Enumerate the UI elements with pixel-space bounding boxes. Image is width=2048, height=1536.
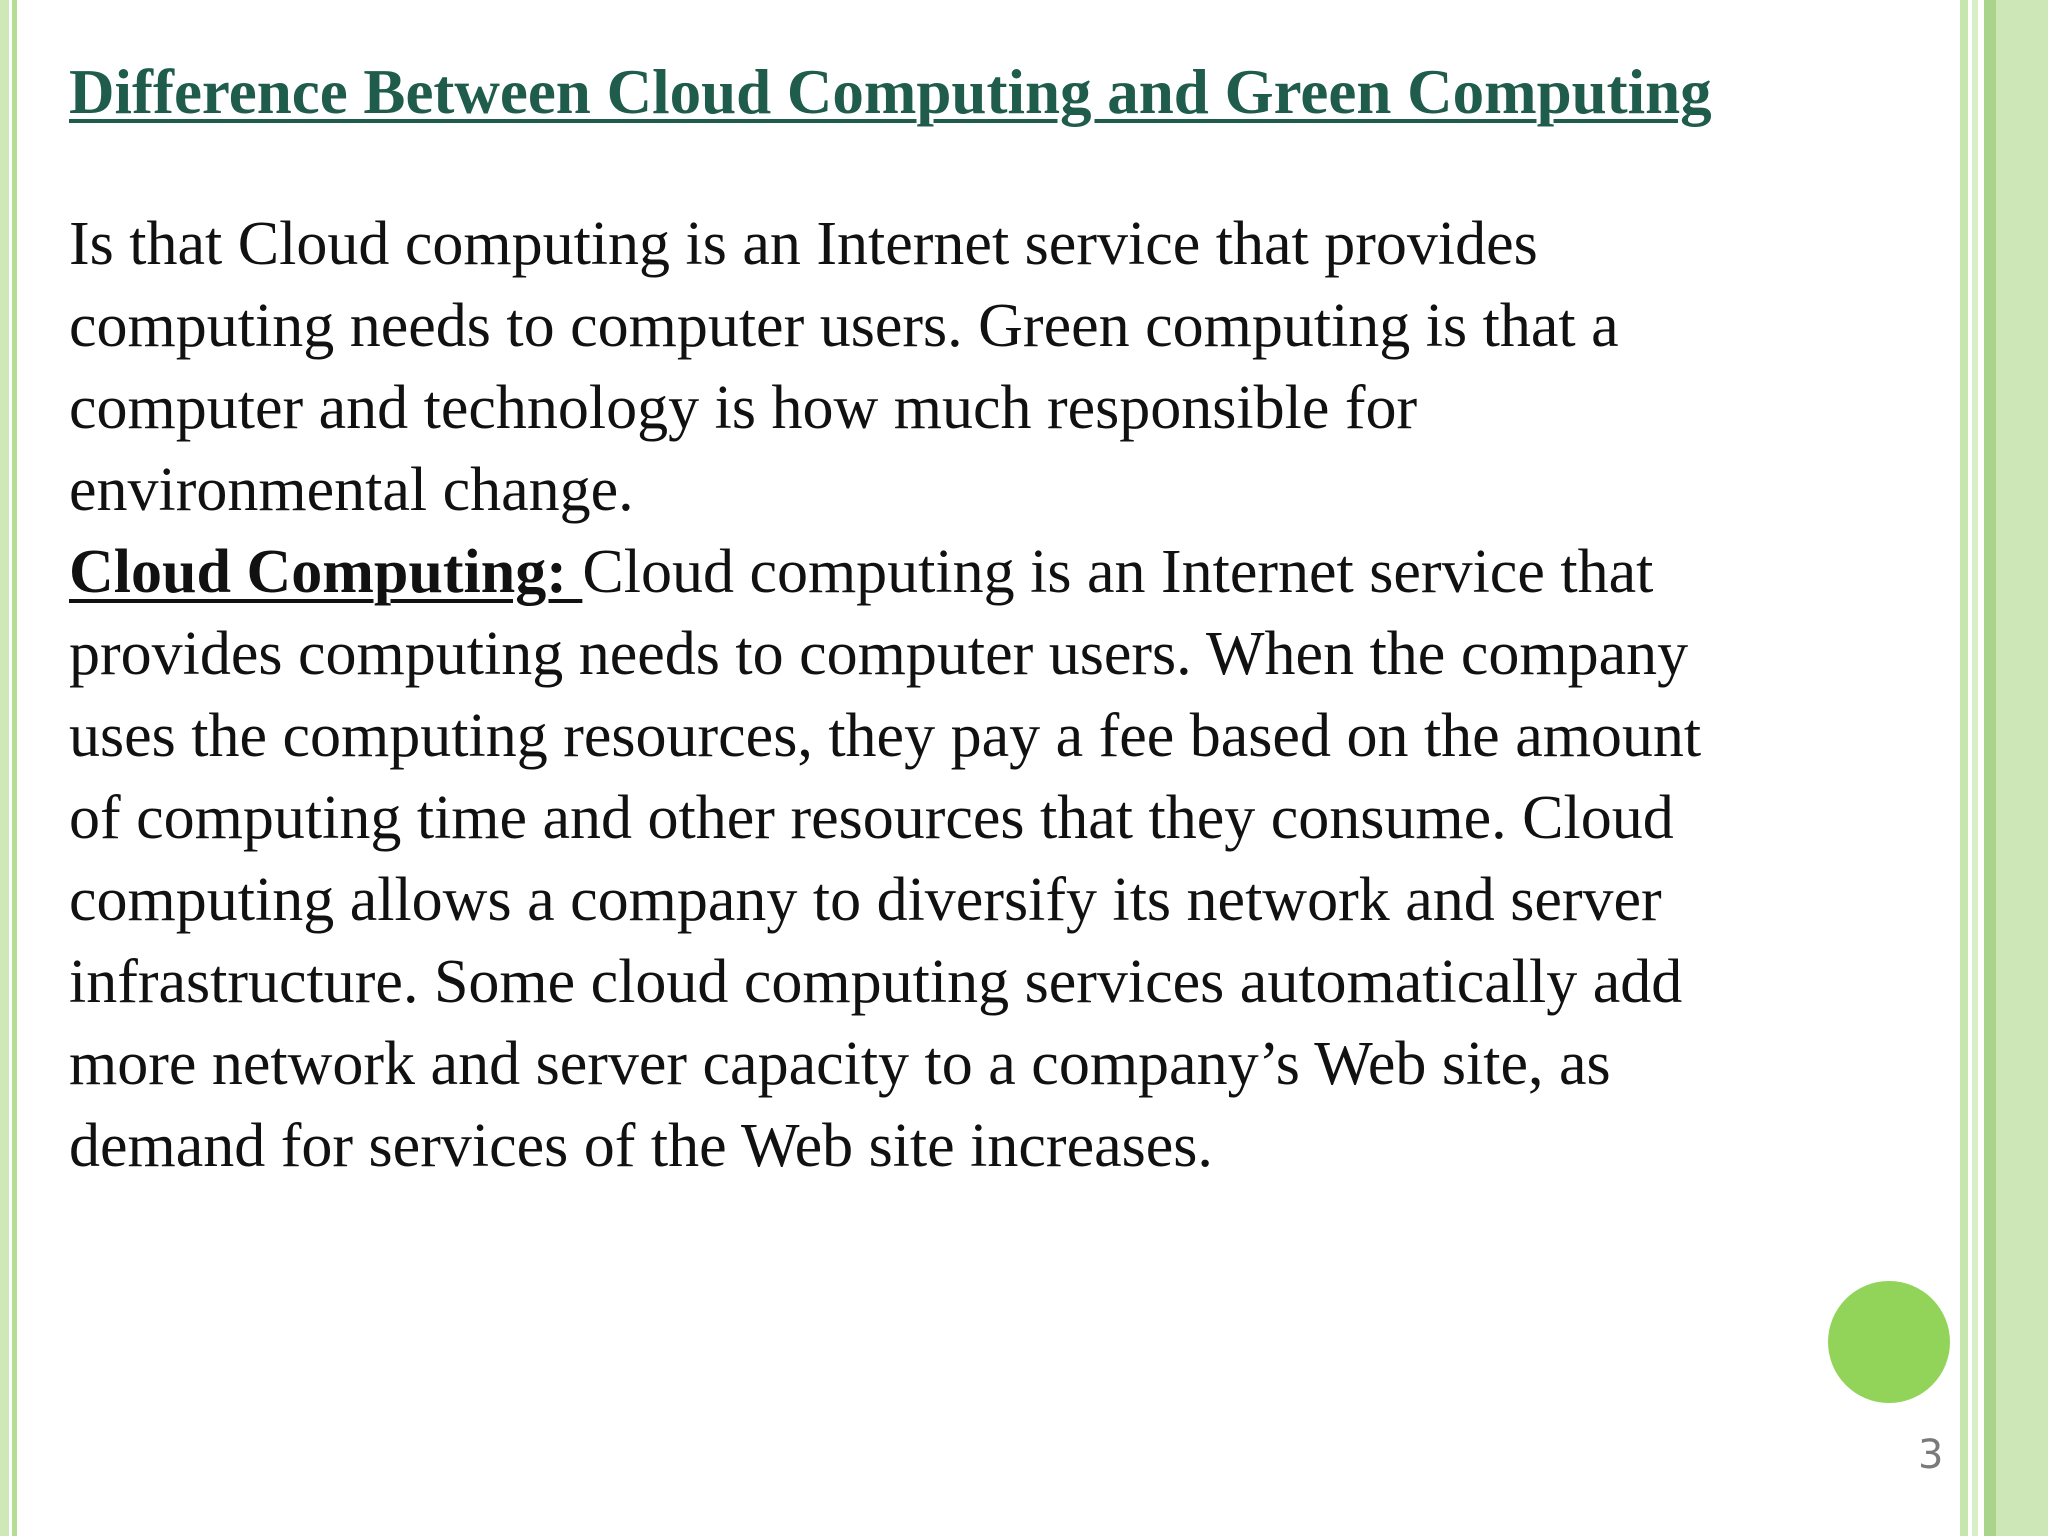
text-line: provides computing needs to computer users. When the company xyxy=(69,620,1689,688)
right-border-stripe xyxy=(1984,0,1996,1536)
text-line: computing allows a company to diversify its network and server xyxy=(69,866,1662,934)
text-line: Is that Cloud computing is an Internet service that provides xyxy=(69,210,1538,278)
slide-title: Difference Between Cloud Computing and Green Computing xyxy=(69,57,1712,127)
text-line: infrastructure. Some cloud computing services automatically add xyxy=(69,948,1683,1016)
text-line: environmental change. xyxy=(69,456,634,524)
left-border-stripe xyxy=(0,0,9,1536)
text-fragment: Cloud computing is an Internet service that xyxy=(582,538,1654,606)
decorative-green-circle xyxy=(1828,1281,1950,1403)
text-line: demand for services of the Web site increases. xyxy=(69,1112,1213,1180)
right-border-stripe xyxy=(1960,0,1968,1536)
right-border-band xyxy=(1996,0,2048,1536)
text-line: computing needs to computer users. Green computing is that a xyxy=(69,292,1619,360)
page-number: 3 xyxy=(1918,1432,1944,1478)
left-border-stripe-inner xyxy=(12,0,17,1536)
cloud-computing-paragraph xyxy=(69,531,1949,1187)
slide-body xyxy=(69,203,1949,1187)
intro-paragraph xyxy=(69,203,1949,531)
cloud-computing-term: Cloud Computing: xyxy=(69,538,583,606)
text-line: more network and server capacity to a company’s Web site, as xyxy=(69,1030,1611,1098)
text-line xyxy=(69,531,1949,613)
text-line: of computing time and other resources that they consume. Cloud xyxy=(69,784,1674,852)
right-border-stripe xyxy=(1972,0,1978,1536)
text-line: uses the computing resources, they pay a fee based on the amount xyxy=(69,702,1702,770)
text-line: computer and technology is how much responsible for xyxy=(69,374,1418,442)
